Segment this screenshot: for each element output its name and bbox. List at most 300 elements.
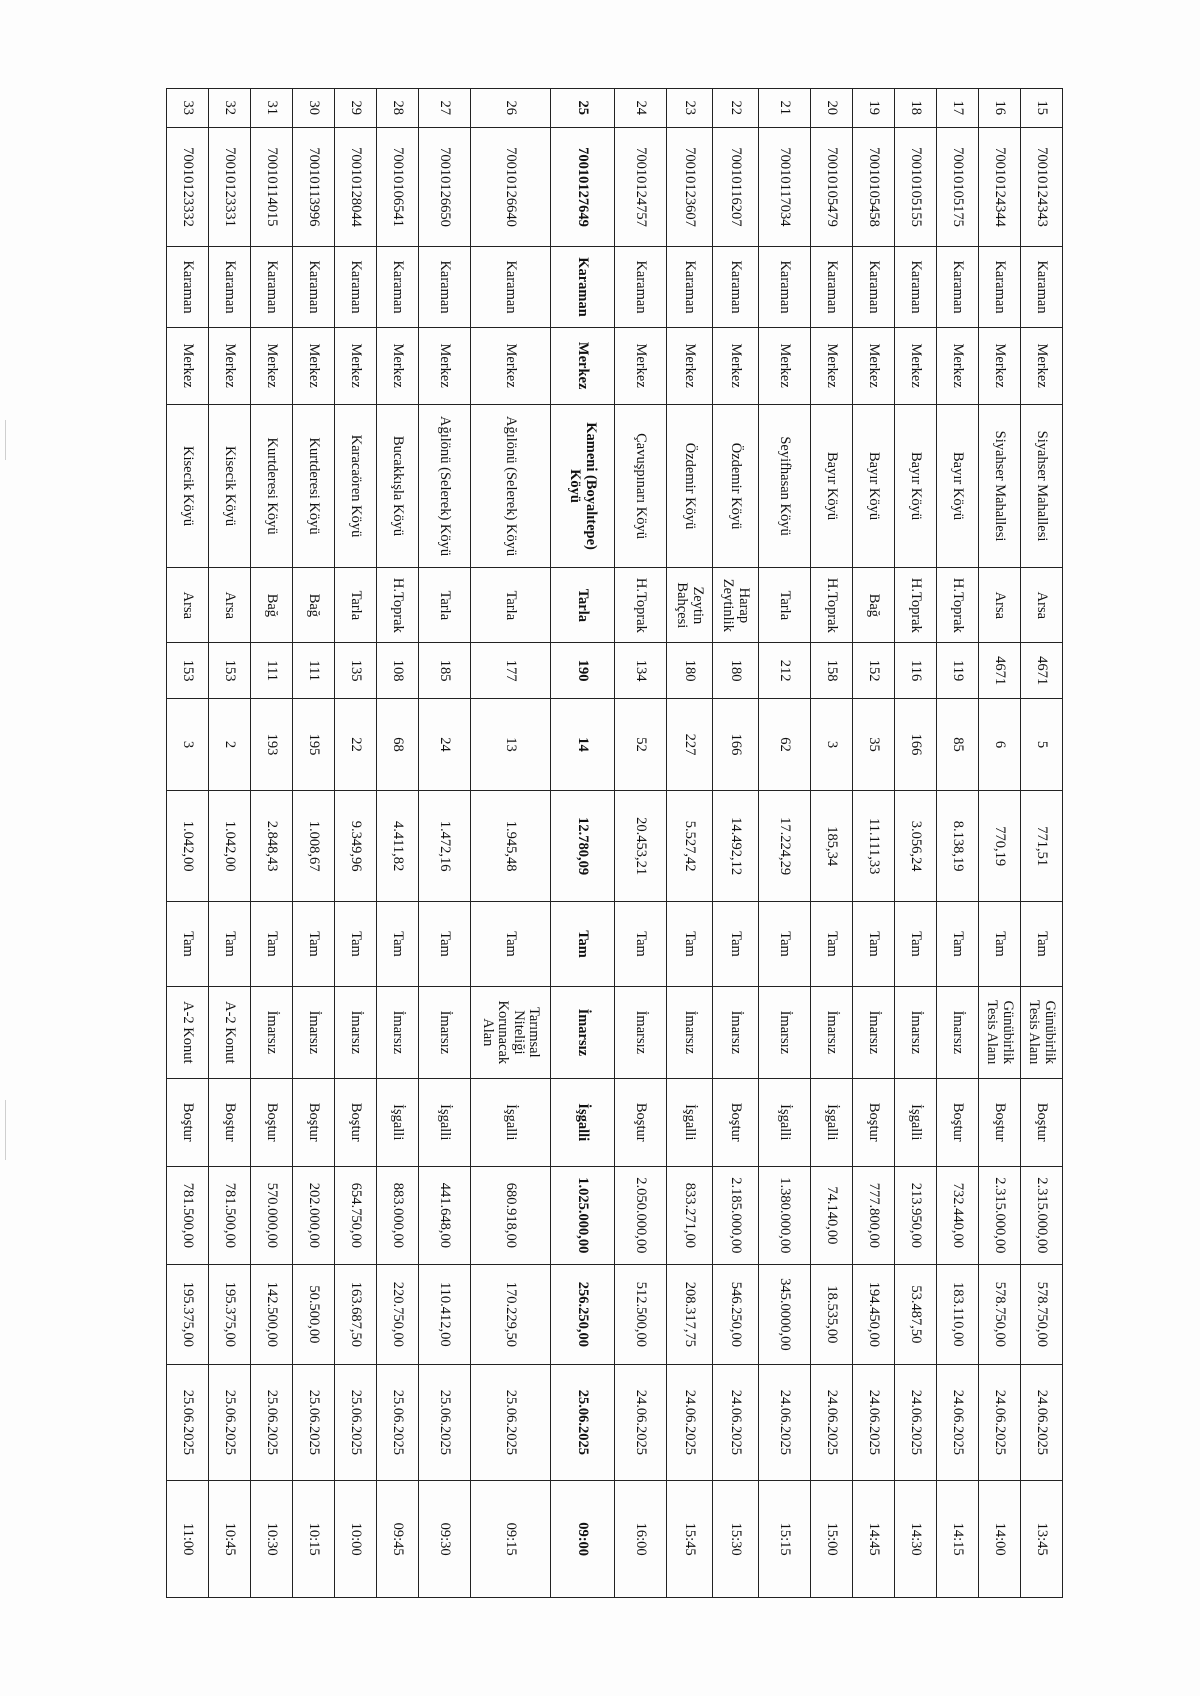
- cell-ada-parsel: 70010116207: [713, 127, 759, 247]
- cell-ada-parsel: 70010128044: [335, 127, 377, 247]
- cell-parsel: 52: [615, 698, 667, 790]
- cell-ada-parsel: 70010124344: [979, 127, 1021, 247]
- cell-hisse: Tam: [167, 902, 209, 987]
- cell-alan: 9.349,96: [335, 791, 377, 902]
- cell-ada-parsel: 70010106541: [377, 127, 419, 247]
- cell-no: 25: [551, 89, 615, 128]
- cell-mahalle: Bayır Köyü: [895, 404, 937, 568]
- cell-bedel: 570.000,00: [251, 1166, 293, 1264]
- cell-no: 19: [853, 89, 895, 128]
- cell-no: 29: [335, 89, 377, 128]
- cell-nitelik: H.Toprak: [937, 568, 979, 643]
- cell-saat: 14:15: [937, 1481, 979, 1598]
- cell-mahalle: Özdemir Köyü: [713, 404, 759, 568]
- cell-mahalle: Karacaören Köyü: [335, 404, 377, 568]
- cell-tarih: 25.06.2025: [293, 1364, 335, 1481]
- cell-teminat: 170.229,50: [471, 1265, 551, 1365]
- cell-nitelik: Tarla: [759, 568, 811, 643]
- cell-nitelik: Arsa: [979, 568, 1021, 643]
- cell-ada-parsel: 70010105479: [811, 127, 853, 247]
- cell-ilce: Merkez: [551, 327, 615, 404]
- cell-parsel: 193: [251, 698, 293, 790]
- cell-ada: 111: [293, 643, 335, 699]
- cell-parsel: 3: [167, 698, 209, 790]
- cell-il: Karaman: [853, 247, 895, 327]
- table-row: [759, 89, 811, 1598]
- cell-tarih: 24.06.2025: [1021, 1364, 1063, 1481]
- cell-il: Karaman: [615, 247, 667, 327]
- cell-no: 21: [759, 89, 811, 128]
- rotated-table-wrapper: [173, 88, 1063, 1598]
- table-row: [895, 89, 937, 1598]
- cell-tarih: 25.06.2025: [471, 1364, 551, 1481]
- cell-nitelik: H.Toprak: [895, 568, 937, 643]
- cell-ada: 158: [811, 643, 853, 699]
- cell-mahalle: Siyahser Mahallesi: [979, 404, 1021, 568]
- cell-imar: İmarsız: [293, 986, 335, 1078]
- cell-tarih: 24.06.2025: [979, 1364, 1021, 1481]
- cell-hisse: Tam: [853, 902, 895, 987]
- cell-parsel: 6: [979, 698, 1021, 790]
- cell-ada-parsel: 70010127649: [551, 127, 615, 247]
- cell-parsel: 68: [377, 698, 419, 790]
- cell-imar: İmarsız: [335, 986, 377, 1078]
- cell-alan: 770,19: [979, 791, 1021, 902]
- cell-saat: 09:30: [419, 1481, 471, 1598]
- cell-ada-parsel: 70010124757: [615, 127, 667, 247]
- cell-teminat: 183.110,00: [937, 1265, 979, 1365]
- scan-edge-mark: [5, 420, 6, 460]
- cell-ada: 108: [377, 643, 419, 699]
- cell-hisse: Tam: [251, 902, 293, 987]
- cell-ada: 111: [251, 643, 293, 699]
- cell-tarih: 24.06.2025: [713, 1364, 759, 1481]
- cell-ada-parsel: 70010126640: [471, 127, 551, 247]
- cell-parsel: 166: [895, 698, 937, 790]
- table-row: [471, 89, 551, 1598]
- cell-mahalle: Bayır Köyü: [811, 404, 853, 568]
- cell-saat: 09:00: [551, 1481, 615, 1598]
- cell-ilce: Merkez: [615, 327, 667, 404]
- cell-imar: A-2 Konut: [167, 986, 209, 1078]
- property-auction-table: [166, 88, 1063, 1598]
- cell-mahalle: Çavuşpınarı Köyü: [615, 404, 667, 568]
- cell-tarih: 25.06.2025: [209, 1364, 251, 1481]
- cell-no: 18: [895, 89, 937, 128]
- cell-alan: 3.056,24: [895, 791, 937, 902]
- cell-teminat: 50.500,00: [293, 1265, 335, 1365]
- cell-mahalle: Bayır Köyü: [937, 404, 979, 568]
- cell-il: Karaman: [471, 247, 551, 327]
- scan-edge-mark: [5, 1100, 6, 1160]
- cell-bedel: 441.648,00: [419, 1166, 471, 1264]
- cell-ada-parsel: 70010126650: [419, 127, 471, 247]
- cell-bedel: 781.500,00: [167, 1166, 209, 1264]
- cell-bedel: 883.000,00: [377, 1166, 419, 1264]
- cell-teminat: 53.487,50: [895, 1265, 937, 1365]
- cell-nitelik: Bağ: [251, 568, 293, 643]
- cell-ada-parsel: 70010105155: [895, 127, 937, 247]
- cell-mahalle: Kurtderesi Köyü: [251, 404, 293, 568]
- cell-durum: Boştur: [979, 1078, 1021, 1166]
- cell-ada: 152: [853, 643, 895, 699]
- cell-no: 20: [811, 89, 853, 128]
- cell-imar: İmarsız: [937, 986, 979, 1078]
- table-row: [811, 89, 853, 1598]
- cell-hisse: Tam: [293, 902, 335, 987]
- table-row: [419, 89, 471, 1598]
- cell-il: Karaman: [377, 247, 419, 327]
- cell-teminat: 208.317,75: [667, 1265, 713, 1365]
- cell-ada-parsel: 70010113996: [293, 127, 335, 247]
- cell-teminat: 195.375,00: [167, 1265, 209, 1365]
- cell-ada: 153: [209, 643, 251, 699]
- cell-ilce: Merkez: [293, 327, 335, 404]
- cell-tarih: 24.06.2025: [937, 1364, 979, 1481]
- cell-teminat: 142.500,00: [251, 1265, 293, 1365]
- cell-parsel: 195: [293, 698, 335, 790]
- cell-ilce: Merkez: [759, 327, 811, 404]
- cell-durum: Boştur: [853, 1078, 895, 1166]
- cell-il: Karaman: [167, 247, 209, 327]
- cell-mahalle: Kisecik Köyü: [167, 404, 209, 568]
- cell-ada: 180: [667, 643, 713, 699]
- cell-saat: 15:15: [759, 1481, 811, 1598]
- cell-il: Karaman: [209, 247, 251, 327]
- cell-imar: İmarsız: [811, 986, 853, 1078]
- cell-nitelik: Harap Zeytinlik: [713, 568, 759, 643]
- cell-ada: 177: [471, 643, 551, 699]
- cell-mahalle: Kisecik Köyü: [209, 404, 251, 568]
- cell-durum: İşgalli: [551, 1078, 615, 1166]
- cell-durum: Boştur: [335, 1078, 377, 1166]
- cell-saat: 09:15: [471, 1481, 551, 1598]
- cell-parsel: 2: [209, 698, 251, 790]
- cell-tarih: 25.06.2025: [419, 1364, 471, 1481]
- cell-parsel: 85: [937, 698, 979, 790]
- cell-nitelik: Arsa: [167, 568, 209, 643]
- cell-teminat: 578.750,00: [979, 1265, 1021, 1365]
- cell-alan: 185,34: [811, 791, 853, 902]
- table-row: [615, 89, 667, 1598]
- cell-ada: 180: [713, 643, 759, 699]
- cell-ada: 212: [759, 643, 811, 699]
- cell-ilce: Merkez: [335, 327, 377, 404]
- cell-durum: İşgalli: [759, 1078, 811, 1166]
- cell-ilce: Merkez: [209, 327, 251, 404]
- cell-ilce: Merkez: [419, 327, 471, 404]
- cell-durum: Boştur: [209, 1078, 251, 1166]
- cell-saat: 15:45: [667, 1481, 713, 1598]
- cell-il: Karaman: [1021, 247, 1063, 327]
- cell-nitelik: Tarla: [551, 568, 615, 643]
- cell-nitelik: Bağ: [853, 568, 895, 643]
- cell-durum: İşgalli: [419, 1078, 471, 1166]
- cell-imar: Günübirlik Tesis Alanı: [1021, 986, 1063, 1078]
- table-row: [937, 89, 979, 1598]
- cell-durum: Boştur: [293, 1078, 335, 1166]
- cell-imar: İmarsız: [251, 986, 293, 1078]
- cell-nitelik: Bağ: [293, 568, 335, 643]
- cell-parsel: 3: [811, 698, 853, 790]
- cell-no: 26: [471, 89, 551, 128]
- cell-ilce: Merkez: [377, 327, 419, 404]
- cell-no: 27: [419, 89, 471, 128]
- table-body: [167, 89, 1063, 1598]
- cell-tarih: 25.06.2025: [551, 1364, 615, 1481]
- cell-ada-parsel: 70010123331: [209, 127, 251, 247]
- cell-no: 22: [713, 89, 759, 128]
- cell-tarih: 25.06.2025: [167, 1364, 209, 1481]
- cell-teminat: 194.450,00: [853, 1265, 895, 1365]
- cell-il: Karaman: [293, 247, 335, 327]
- cell-mahalle: Ağılönü (Selerek) Köyü: [419, 404, 471, 568]
- cell-imar: İmarsız: [667, 986, 713, 1078]
- cell-parsel: 14: [551, 698, 615, 790]
- cell-ada: 185: [419, 643, 471, 699]
- cell-no: 28: [377, 89, 419, 128]
- cell-ada: 153: [167, 643, 209, 699]
- cell-nitelik: H.Toprak: [811, 568, 853, 643]
- cell-ilce: Merkez: [251, 327, 293, 404]
- cell-tarih: 25.06.2025: [335, 1364, 377, 1481]
- cell-teminat: 256.250,00: [551, 1265, 615, 1365]
- cell-saat: 13:45: [1021, 1481, 1063, 1598]
- cell-saat: 10:30: [251, 1481, 293, 1598]
- cell-saat: 10:45: [209, 1481, 251, 1598]
- cell-il: Karaman: [713, 247, 759, 327]
- cell-il: Karaman: [937, 247, 979, 327]
- cell-ada: 116: [895, 643, 937, 699]
- cell-saat: 14:30: [895, 1481, 937, 1598]
- cell-bedel: 2.050.000,00: [615, 1166, 667, 1264]
- cell-saat: 15:30: [713, 1481, 759, 1598]
- table-row: [853, 89, 895, 1598]
- cell-nitelik: Tarla: [335, 568, 377, 643]
- cell-parsel: 35: [853, 698, 895, 790]
- cell-mahalle: Kurtderesi Köyü: [293, 404, 335, 568]
- cell-no: 24: [615, 89, 667, 128]
- cell-il: Karaman: [419, 247, 471, 327]
- cell-parsel: 166: [713, 698, 759, 790]
- cell-mahalle: Ağılönü (Selerek) Köyü: [471, 404, 551, 568]
- cell-alan: 17.224,29: [759, 791, 811, 902]
- cell-ada: 4671: [979, 643, 1021, 699]
- cell-tarih: 24.06.2025: [853, 1364, 895, 1481]
- cell-alan: 12.780,09: [551, 791, 615, 902]
- cell-hisse: Tam: [667, 902, 713, 987]
- cell-bedel: 680.918,00: [471, 1166, 551, 1264]
- cell-durum: İşgalli: [471, 1078, 551, 1166]
- cell-hisse: Tam: [551, 902, 615, 987]
- cell-bedel: 74.140,00: [811, 1166, 853, 1264]
- cell-tarih: 25.06.2025: [251, 1364, 293, 1481]
- cell-bedel: 833.271,00: [667, 1166, 713, 1264]
- cell-il: Karaman: [811, 247, 853, 327]
- cell-no: 31: [251, 89, 293, 128]
- cell-no: 16: [979, 89, 1021, 128]
- cell-ilce: Merkez: [853, 327, 895, 404]
- cell-parsel: 227: [667, 698, 713, 790]
- table-row: [377, 89, 419, 1598]
- cell-no: 17: [937, 89, 979, 128]
- cell-ilce: Merkez: [471, 327, 551, 404]
- cell-bedel: 202.000,00: [293, 1166, 335, 1264]
- cell-imar: İmarsız: [895, 986, 937, 1078]
- cell-no: 30: [293, 89, 335, 128]
- cell-durum: Boştur: [167, 1078, 209, 1166]
- cell-hisse: Tam: [615, 902, 667, 987]
- cell-hisse: Tam: [209, 902, 251, 987]
- cell-alan: 4.411,82: [377, 791, 419, 902]
- cell-bedel: 2.185.000,00: [713, 1166, 759, 1264]
- cell-il: Karaman: [667, 247, 713, 327]
- cell-nitelik: H.Toprak: [377, 568, 419, 643]
- cell-durum: İşgalli: [895, 1078, 937, 1166]
- cell-imar: Tarımsal Niteliği Korunacak Alan: [471, 986, 551, 1078]
- cell-ada: 119: [937, 643, 979, 699]
- cell-hisse: Tam: [471, 902, 551, 987]
- cell-mahalle: Bayır Köyü: [853, 404, 895, 568]
- cell-nitelik: Arsa: [209, 568, 251, 643]
- cell-durum: Boştur: [1021, 1078, 1063, 1166]
- cell-hisse: Tam: [1021, 902, 1063, 987]
- cell-ilce: Merkez: [811, 327, 853, 404]
- cell-saat: 10:15: [293, 1481, 335, 1598]
- cell-imar: İmarsız: [419, 986, 471, 1078]
- cell-hisse: Tam: [419, 902, 471, 987]
- cell-ada-parsel: 70010124343: [1021, 127, 1063, 247]
- cell-bedel: 654.750,00: [335, 1166, 377, 1264]
- cell-saat: 09:45: [377, 1481, 419, 1598]
- cell-imar: Günübirlik Tesis Alanı: [979, 986, 1021, 1078]
- cell-no: 15: [1021, 89, 1063, 128]
- cell-alan: 14.492,12: [713, 791, 759, 902]
- cell-imar: A-2 Konut: [209, 986, 251, 1078]
- cell-ada: 4671: [1021, 643, 1063, 699]
- cell-hisse: Tam: [811, 902, 853, 987]
- cell-nitelik: H.Toprak: [615, 568, 667, 643]
- cell-teminat: 578.750,00: [1021, 1265, 1063, 1365]
- cell-hisse: Tam: [937, 902, 979, 987]
- cell-imar: İmarsız: [377, 986, 419, 1078]
- cell-ilce: Merkez: [1021, 327, 1063, 404]
- cell-ilce: Merkez: [979, 327, 1021, 404]
- cell-teminat: 110.412,00: [419, 1265, 471, 1365]
- cell-ilce: Merkez: [713, 327, 759, 404]
- cell-nitelik: Arsa: [1021, 568, 1063, 643]
- cell-alan: 11.111,33: [853, 791, 895, 902]
- cell-bedel: 781.500,00: [209, 1166, 251, 1264]
- cell-bedel: 2.315.000,00: [1021, 1166, 1063, 1264]
- cell-durum: İşgalli: [811, 1078, 853, 1166]
- cell-hisse: Tam: [895, 902, 937, 987]
- cell-durum: Boştur: [251, 1078, 293, 1166]
- cell-mahalle: Bucakkışla Köyü: [377, 404, 419, 568]
- cell-imar: İmarsız: [759, 986, 811, 1078]
- cell-durum: Boştur: [615, 1078, 667, 1166]
- cell-hisse: Tam: [335, 902, 377, 987]
- cell-il: Karaman: [251, 247, 293, 327]
- cell-alan: 5.527,42: [667, 791, 713, 902]
- cell-alan: 1.042,00: [209, 791, 251, 902]
- cell-hisse: Tam: [979, 902, 1021, 987]
- cell-durum: İşgalli: [667, 1078, 713, 1166]
- cell-bedel: 1.025.000,00: [551, 1166, 615, 1264]
- cell-imar: İmarsız: [853, 986, 895, 1078]
- cell-il: Karaman: [979, 247, 1021, 327]
- cell-alan: 1.945,48: [471, 791, 551, 902]
- table-row: [713, 89, 759, 1598]
- cell-alan: 1.042,00: [167, 791, 209, 902]
- cell-nitelik: Zeytin Bahçesi: [667, 568, 713, 643]
- cell-alan: 1.472,16: [419, 791, 471, 902]
- cell-teminat: 512.500,00: [615, 1265, 667, 1365]
- cell-teminat: 195.375,00: [209, 1265, 251, 1365]
- cell-il: Karaman: [895, 247, 937, 327]
- cell-tarih: 25.06.2025: [377, 1364, 419, 1481]
- cell-hisse: Tam: [713, 902, 759, 987]
- cell-teminat: 163.687,50: [335, 1265, 377, 1365]
- cell-mahalle: Seyifhasan Köyü: [759, 404, 811, 568]
- cell-il: Karaman: [759, 247, 811, 327]
- cell-bedel: 1.380.000,00: [759, 1166, 811, 1264]
- table-row: [167, 89, 209, 1598]
- cell-saat: 14:45: [853, 1481, 895, 1598]
- cell-ada-parsel: 70010123332: [167, 127, 209, 247]
- cell-parsel: 24: [419, 698, 471, 790]
- cell-bedel: 777.800,00: [853, 1166, 895, 1264]
- cell-no: 32: [209, 89, 251, 128]
- cell-parsel: 13: [471, 698, 551, 790]
- cell-saat: 10:00: [335, 1481, 377, 1598]
- cell-parsel: 5: [1021, 698, 1063, 790]
- cell-ada-parsel: 70010105458: [853, 127, 895, 247]
- cell-imar: İmarsız: [551, 986, 615, 1078]
- cell-mahalle: Siyahser Mahallesi: [1021, 404, 1063, 568]
- cell-teminat: 220.750,00: [377, 1265, 419, 1365]
- cell-no: 23: [667, 89, 713, 128]
- cell-saat: 14:00: [979, 1481, 1021, 1598]
- cell-parsel: 22: [335, 698, 377, 790]
- cell-ilce: Merkez: [667, 327, 713, 404]
- cell-ilce: Merkez: [895, 327, 937, 404]
- table-row: [251, 89, 293, 1598]
- cell-ilce: Merkez: [937, 327, 979, 404]
- table-row: [551, 89, 615, 1598]
- cell-ada: 134: [615, 643, 667, 699]
- cell-alan: 2.848,43: [251, 791, 293, 902]
- cell-nitelik: Tarla: [419, 568, 471, 643]
- cell-no: 33: [167, 89, 209, 128]
- cell-parsel: 62: [759, 698, 811, 790]
- cell-ada-parsel: 70010105175: [937, 127, 979, 247]
- cell-teminat: 546.250,00: [713, 1265, 759, 1365]
- cell-durum: İşgalli: [377, 1078, 419, 1166]
- cell-teminat: 345.0000,00: [759, 1265, 811, 1365]
- cell-alan: 20.453,21: [615, 791, 667, 902]
- cell-teminat: 18.535,00: [811, 1265, 853, 1365]
- cell-hisse: Tam: [377, 902, 419, 987]
- cell-ada: 135: [335, 643, 377, 699]
- cell-bedel: 732.440,00: [937, 1166, 979, 1264]
- cell-saat: 11:00: [167, 1481, 209, 1598]
- cell-saat: 16:00: [615, 1481, 667, 1598]
- cell-tarih: 24.06.2025: [615, 1364, 667, 1481]
- cell-bedel: 2.315.000,00: [979, 1166, 1021, 1264]
- cell-alan: 1.008,67: [293, 791, 335, 902]
- cell-tarih: 24.06.2025: [759, 1364, 811, 1481]
